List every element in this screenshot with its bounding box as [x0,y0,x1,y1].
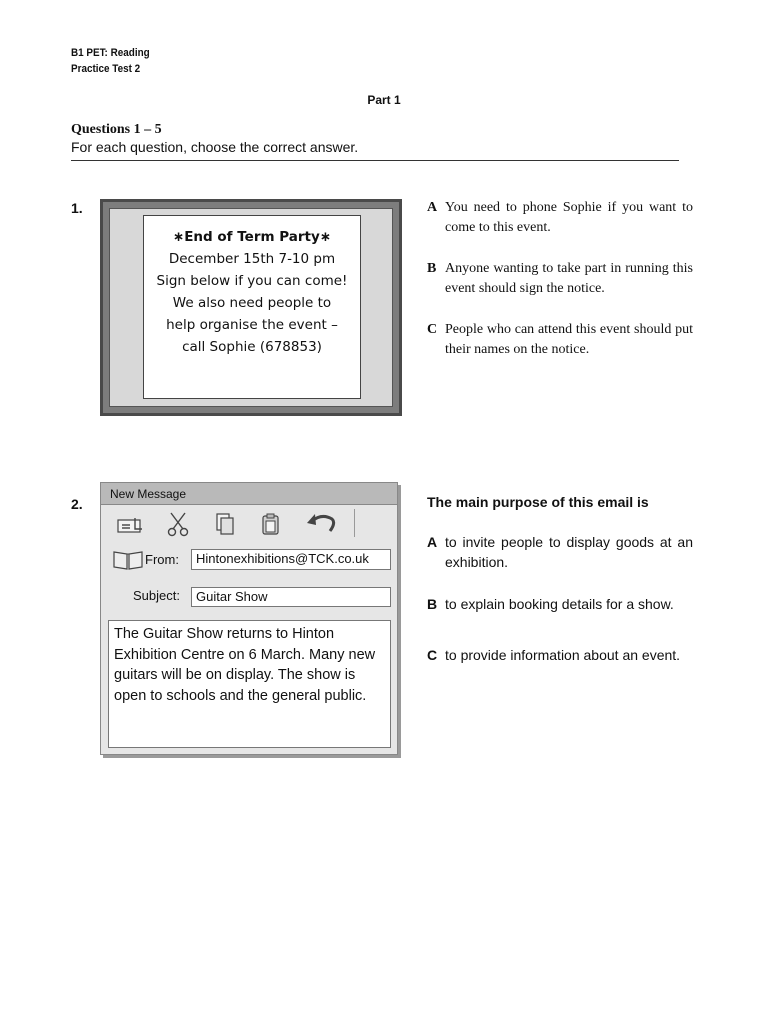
test-title: B1 PET: Reading [71,47,150,59]
question-1-option-a[interactable] [427,198,693,238]
notice-line: help organise the event – [166,317,338,333]
subject-label: Subject: [133,588,180,603]
subject-field[interactable]: Guitar Show [191,587,391,607]
option-text: You need to phone Sophie if you want to come to this event. [445,200,693,235]
divider [71,160,679,161]
send-icon [117,515,145,535]
notice-line: ∗End of Term Party∗ [172,229,332,245]
option-text: Anyone wanting to take part in running this event should sign the notice. [445,261,693,296]
notice-paper [143,215,361,399]
from-field[interactable]: Hintonexhibitions@TCK.co.uk [191,549,391,570]
email-window [100,482,398,755]
option-letter: B [427,596,438,612]
option-text: People who can attend this event should put their names on the notice. [445,322,693,357]
option-letter: C [427,647,438,663]
address-book-icon [112,549,144,576]
question-2-option-b[interactable] [427,594,693,614]
notice-board-inner [109,208,393,407]
notice-board [100,199,402,416]
questions-title: Questions 1 – 5 [71,122,162,137]
question-1-option-c[interactable] [427,320,693,360]
toolbar-separator [353,509,356,537]
question-2-option-c[interactable] [427,645,693,665]
notice-line: We also need people to [172,295,332,311]
option-letter: A [427,200,438,215]
copy-icon [215,512,235,536]
option-letter: C [427,322,438,337]
option-letter: A [427,534,438,550]
part-title: Part 1 [367,93,401,107]
scissors-icon [166,511,190,537]
question-2-option-a[interactable] [427,532,693,572]
option-text: to provide information about an event. [445,647,681,663]
paste-icon [261,512,281,536]
test-subtitle: Practice Test 2 [71,63,141,75]
instructions: For each question, choose the correct answer. [71,139,359,155]
email-titlebar: New Message [101,483,397,505]
undo-icon [304,511,338,535]
question-1-option-b[interactable] [427,259,693,299]
option-text: to explain booking details for a show. [445,596,674,612]
email-body[interactable]: The Guitar Show returns to Hinton Exhibition Centre on 6 March. Many new guitars will be on display. The show is open to schools and the general public. [108,620,391,748]
question-2-stem: The main purpose of this email is [427,494,649,510]
from-label: From: [145,552,179,567]
notice-line: call Sophie (678853) [182,339,322,355]
question-2-number: 2. [71,496,83,512]
notice-line: Sign below if you can come! [156,273,348,289]
option-letter: B [427,261,437,276]
notice-line: December 15th 7-10 pm [168,251,336,267]
question-1-number: 1. [71,200,83,216]
option-text: to invite people to display goods at an exhibition. [445,534,693,570]
email-toolbar [101,505,397,525]
